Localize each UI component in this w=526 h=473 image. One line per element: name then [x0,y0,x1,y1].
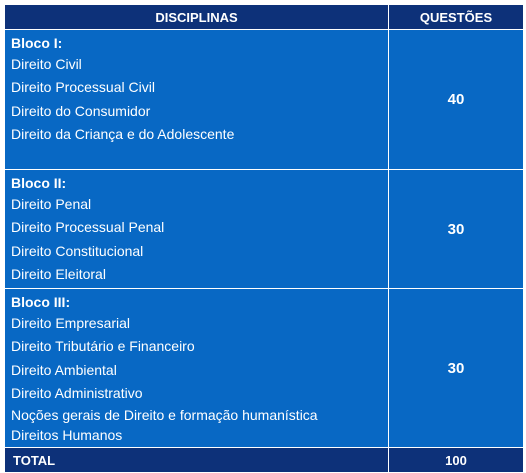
header-disciplinas: DISCIPLINAS [5,5,389,30]
total-value: 100 [389,448,524,473]
block-2-subject-4: Direito Eleitoral [11,265,106,282]
block-3-subject-1: Direito Empresarial [11,315,131,332]
block-3-questions: 30 [389,289,524,448]
block-2-questions: 30 [389,170,524,289]
block-3-subject-3: Direito Ambiental [11,361,117,378]
block-1-subjects [5,30,389,170]
block-3-subject-4: Direito Administrativo [11,385,143,402]
block-3-title: Bloco III: [11,294,71,311]
total-row [5,448,524,473]
block-row-1 [5,30,524,170]
block-2-subject-1: Direito Penal [11,196,92,212]
block-1-title: Bloco I: [11,35,63,51]
block-1-subject-2: Direito Processual Civil [11,79,155,96]
block-1-questions: 40 [389,30,524,170]
block-1-subject-1: Direito Civil [11,56,82,72]
block-1-subject-4: Direito da Criança e do Adolescente [11,125,235,142]
block-2-subject-3: Direito Constitucional [11,242,144,259]
block-2-title: Bloco II: [11,175,67,191]
block-3-subject-2: Direito Tributário e Financeiro [11,338,195,355]
block-3-subject-5: Noções gerais de Direito e formação humanística [11,407,318,424]
block-2-subjects [5,170,389,289]
block-2-subject-2: Direito Processual Penal [11,219,165,236]
header-row [5,5,524,30]
total-label: TOTAL [5,448,389,473]
block-row-3 [5,289,524,448]
block-1-subject-3: Direito do Consumidor [11,102,151,119]
header-questoes: QUESTÕES [389,5,524,30]
block-3-subjects [5,289,389,448]
questions-table [4,4,524,473]
block-3-subject-6: Direitos Humanos [11,427,123,444]
block-row-2 [5,170,524,289]
